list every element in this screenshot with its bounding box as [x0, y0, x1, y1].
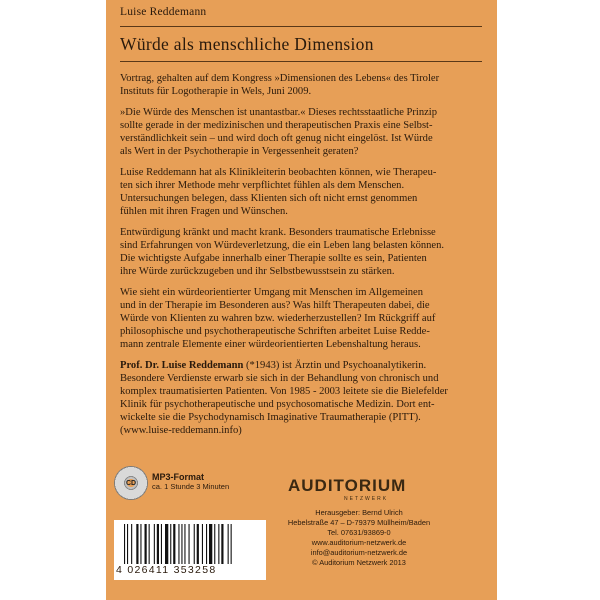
top-divider — [120, 26, 482, 27]
media-info — [152, 472, 229, 491]
barcode-bar — [214, 524, 215, 564]
paragraph-quote: »Die Würde des Menschen ist unantastbar.« Dieses rechtsstaatliche Prinzip sollte gerade in der medizinischen und therapeutischen Praxis eine Selbst- verständlichkeit sein – und wird doch oft genug nicht eingelöst. Ist Würde als Wert in der Psychotherapie in Vergessenheit geraten? — [120, 106, 438, 158]
format-label: MP3-Format — [152, 472, 205, 482]
cd-icon — [114, 466, 148, 500]
barcode — [114, 520, 266, 580]
title-divider — [120, 61, 482, 62]
barcode-bar — [206, 524, 207, 564]
barcode-bar — [157, 524, 159, 564]
barcode-bar — [178, 524, 179, 564]
barcode-number: 4 026411 353258 — [116, 564, 217, 576]
barcode-bar — [173, 524, 175, 564]
publisher-phone: Tel. 07631/93869-0 — [327, 527, 391, 537]
publisher-copyright: © Auditorium Netzwerk 2013 — [312, 557, 406, 567]
barcode-bar — [127, 524, 128, 564]
barcode-bar — [194, 524, 195, 564]
barcode-bar — [202, 524, 203, 564]
publisher-logo-subtitle: NETZWERK — [344, 496, 389, 502]
paragraph-observation: Luise Reddemann hat als Klinikleiterin beobachten können, wie Therapeu- ten sich ihrer Methode mehr verpflichtet fühlen als dem Menschen. Untersuchungen belegen, dass Klienten sich oft nicht ernst genommen fühlen mit ihren Fragen und Wünschen. — [120, 166, 437, 218]
barcode-bar — [149, 524, 150, 564]
paragraph-lecture: Vortrag, gehalten auf dem Kongress »Dimensionen des Lebens« des Tiroler Instituts für Logotherapie in Wels, Juni 2009. — [120, 73, 440, 98]
publisher-website: www.auditorium-netzwerk.de — [311, 537, 407, 547]
barcode-bar — [145, 524, 147, 564]
back-cover — [106, 0, 497, 600]
barcode-bar — [184, 524, 185, 564]
page-title: Würde als menschliche Dimension — [120, 34, 374, 54]
barcode-bar — [209, 524, 212, 564]
barcode-bar — [197, 524, 199, 564]
publisher-address: Hebelstraße 47 – D-79379 Müllheim/Baden — [287, 517, 431, 527]
duration-label: ca. 1 Stunde 3 Minuten — [152, 482, 230, 491]
barcode-bar — [228, 524, 229, 564]
bio-name: Prof. Dr. Luise Reddemann — [120, 359, 244, 371]
author-name: Luise Reddemann — [120, 6, 207, 18]
barcode-bar — [218, 524, 219, 564]
barcode-bar — [165, 524, 168, 564]
barcode-bar — [140, 524, 141, 564]
barcode-bar — [231, 524, 232, 564]
barcode-bar — [189, 524, 190, 564]
publisher-editor: Herausgeber: Bernd Ulrich — [315, 508, 403, 517]
publisher-logo: AUDITORIUM — [288, 476, 407, 495]
barcode-bar — [161, 524, 162, 564]
barcode-bars — [124, 524, 258, 564]
barcode-bar — [181, 524, 182, 564]
paragraph-dignity: Entwürdigung kränkt und macht krank. Besonders traumatische Erlebnisse sind Erfahrungen von Würdeverletzung, die ein Leben lang belasten können. Die wichtigste Aufgabe innerhalb einer Therapie sollte es sein, Patienten ihre Würde zurückzugeben und ihr Selbstbewusstsein zu stärken. — [120, 226, 445, 277]
cd-label: CD — [125, 479, 137, 487]
barcode-bar — [124, 524, 125, 564]
publisher-email: info@auditorium-netzwerk.de — [310, 547, 408, 557]
barcode-bar — [136, 524, 138, 564]
paragraph-questions: Wie sieht ein würdeorientierter Umgang mit Menschen im Allgemeinen und in der Therapie im Besonderen aus? Was hilft Therapeuten dabei, die Würde von Klienten zu wahren bzw. wiederherzustellen? Im Rückgriff auf philosophische und psychotherapeutische Schriften arbeitet Luise Redde- mann zentrale Elemente einer würdeorientierten Lebenshaltung heraus. — [120, 286, 436, 351]
barcode-bar — [170, 524, 171, 564]
paragraph-biography: Prof. Dr. Luise Reddemann (*1943) ist Ärztin und Psychoanalytikerin. Besondere Verdienste erwarb sie sich in der Behandlung von chronisch und komplex traumatisierten Patienten. Von 1985 - 2003 leitete sie die Bielefelder Klinik für psychotherapeutische und psychosomatische Medizin. Dort ent- wickelte sie die Psychodynamisch Imaginative Traumatherapie (PITT). (www.luise-reddemann.info) — [120, 359, 448, 437]
barcode-bar — [221, 524, 223, 564]
description-text — [120, 72, 484, 445]
barcode-bar — [154, 524, 155, 564]
publisher-info — [284, 508, 434, 567]
barcode-bar — [131, 524, 132, 564]
